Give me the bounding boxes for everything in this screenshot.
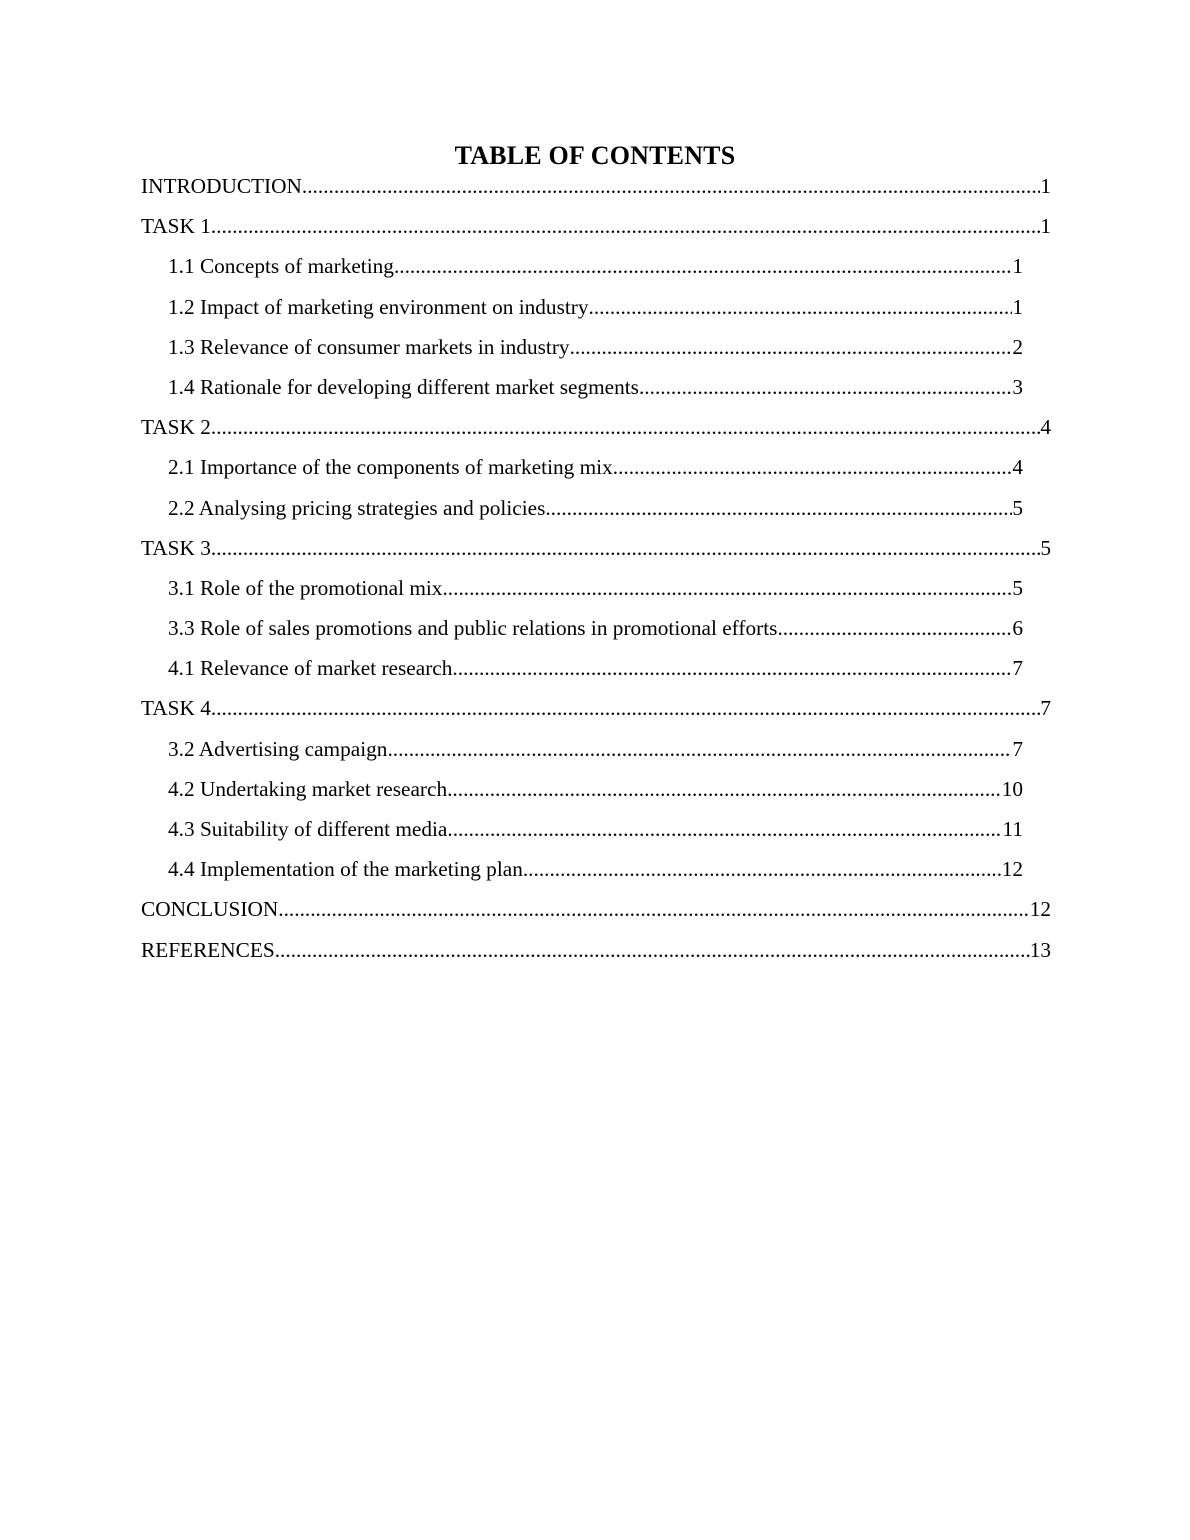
toc-entry-label: 4.3 Suitability of different media — [168, 817, 448, 841]
toc-dot-leader — [442, 572, 1012, 604]
toc-entry-label: REFERENCES — [141, 937, 275, 962]
toc-entry-page: 10 — [1001, 776, 1023, 801]
toc-dot-leader — [211, 532, 1040, 564]
toc-entry-introduction[interactable] — [141, 170, 1051, 210]
toc-dot-leader — [211, 210, 1040, 242]
toc-entry-label: 4.1 Relevance of market research — [168, 656, 453, 681]
toc-entry-page: 4 — [1012, 455, 1023, 480]
toc-dot-leader — [777, 612, 1012, 644]
toc-dot-leader — [447, 773, 1002, 805]
toc-dot-leader — [613, 451, 1013, 483]
toc-entry-label: TASK 1 — [141, 214, 211, 239]
toc-entry-page: 6 — [1012, 616, 1023, 641]
toc-entry-label: TASK 2 — [141, 415, 211, 440]
toc-entry-1-4[interactable] — [141, 371, 1051, 411]
toc-entry-page: 4 — [1040, 415, 1051, 440]
toc-entry-label: CONCLUSION — [141, 897, 279, 922]
toc-entry-page: 12 — [1001, 857, 1023, 882]
toc-entry-task-3[interactable] — [141, 532, 1051, 572]
toc-entry-4-4[interactable] — [141, 853, 1051, 893]
toc-entry-task-1[interactable] — [141, 210, 1051, 250]
toc-entry-page: 3 — [1012, 374, 1023, 399]
toc-entry-1-2[interactable] — [141, 291, 1051, 331]
toc-entry-page: 12 — [1029, 897, 1051, 922]
toc-entry-label: 3.3 Role of sales promotions and public relations in promotional efforts — [168, 616, 778, 641]
toc-entry-task-2[interactable] — [141, 411, 1051, 451]
toc-entry-label: 1.4 Rationale for developing different market segments — [168, 374, 639, 399]
toc-entry-2-2[interactable] — [141, 492, 1051, 532]
toc-entry-page: 5 — [1012, 575, 1023, 600]
toc-dot-leader — [639, 371, 1012, 403]
toc-entry-page: 1 — [1012, 254, 1023, 279]
toc-entry-page: 5 — [1040, 535, 1051, 560]
toc-entry-page: 5 — [1012, 495, 1023, 520]
toc-entry-3-2[interactable] — [141, 733, 1051, 773]
toc-dot-leader — [275, 934, 1030, 966]
toc-entry-label: TASK 4 — [141, 696, 211, 721]
toc-entry-label: 2.2 Analysing pricing strategies and policies — [168, 495, 546, 520]
toc-entry-label: 3.1 Role of the promotional mix — [168, 575, 443, 600]
toc-entry-page: 11 — [1002, 817, 1023, 841]
toc-dot-leader — [570, 331, 1013, 363]
toc-entry-page: 1 — [1040, 174, 1051, 198]
toc-dot-leader — [387, 733, 1012, 765]
toc-dot-leader — [394, 250, 1012, 282]
toc-entry-4-1[interactable] — [141, 652, 1051, 692]
toc-list — [141, 170, 1051, 974]
toc-entry-3-3[interactable] — [141, 612, 1051, 652]
toc-entry-conclusion[interactable] — [141, 893, 1051, 933]
toc-entry-label: 4.4 Implementation of the marketing plan — [168, 857, 523, 882]
toc-dot-leader — [545, 492, 1012, 524]
toc-entry-page: 13 — [1029, 937, 1051, 962]
toc-entry-page: 7 — [1012, 656, 1023, 681]
toc-entry-page: 7 — [1012, 736, 1023, 761]
toc-dot-leader — [211, 692, 1040, 724]
toc-entry-label: 4.2 Undertaking market research — [168, 776, 448, 801]
toc-entry-page: 1 — [1040, 214, 1051, 239]
toc-dot-leader — [211, 411, 1040, 443]
toc-entry-label: 3.2 Advertising campaign — [168, 736, 388, 761]
toc-dot-leader — [447, 813, 1002, 845]
toc-entry-label: 1.3 Relevance of consumer markets in industry — [168, 334, 570, 359]
toc-entry-2-1[interactable] — [141, 451, 1051, 491]
toc-entry-4-3[interactable] — [141, 813, 1051, 853]
toc-entry-label: TASK 3 — [141, 535, 211, 560]
toc-entry-task-4[interactable] — [141, 692, 1051, 732]
toc-title: TABLE OF CONTENTS — [454, 141, 736, 170]
toc-dot-leader — [302, 170, 1040, 202]
toc-entry-references[interactable] — [141, 934, 1051, 974]
toc-dot-leader — [452, 652, 1012, 684]
toc-entry-label: 1.1 Concepts of marketing — [168, 254, 394, 279]
toc-entry-page: 1 — [1012, 294, 1023, 319]
toc-entry-label: 2.1 Importance of the components of marketing mix — [168, 455, 613, 480]
toc-entry-1-3[interactable] — [141, 331, 1051, 371]
toc-entry-page: 7 — [1040, 696, 1051, 721]
toc-entry-1-1[interactable] — [141, 250, 1051, 290]
toc-entry-label: 1.2 Impact of marketing environment on industry — [168, 294, 589, 319]
toc-entry-page: 2 — [1012, 334, 1023, 359]
toc-dot-leader — [589, 291, 1013, 323]
toc-entry-label: INTRODUCTION — [141, 174, 302, 198]
toc-dot-leader — [523, 853, 1002, 885]
toc-entry-3-1[interactable] — [141, 572, 1051, 612]
toc-entry-4-2[interactable] — [141, 773, 1051, 813]
toc-dot-leader — [278, 893, 1029, 925]
